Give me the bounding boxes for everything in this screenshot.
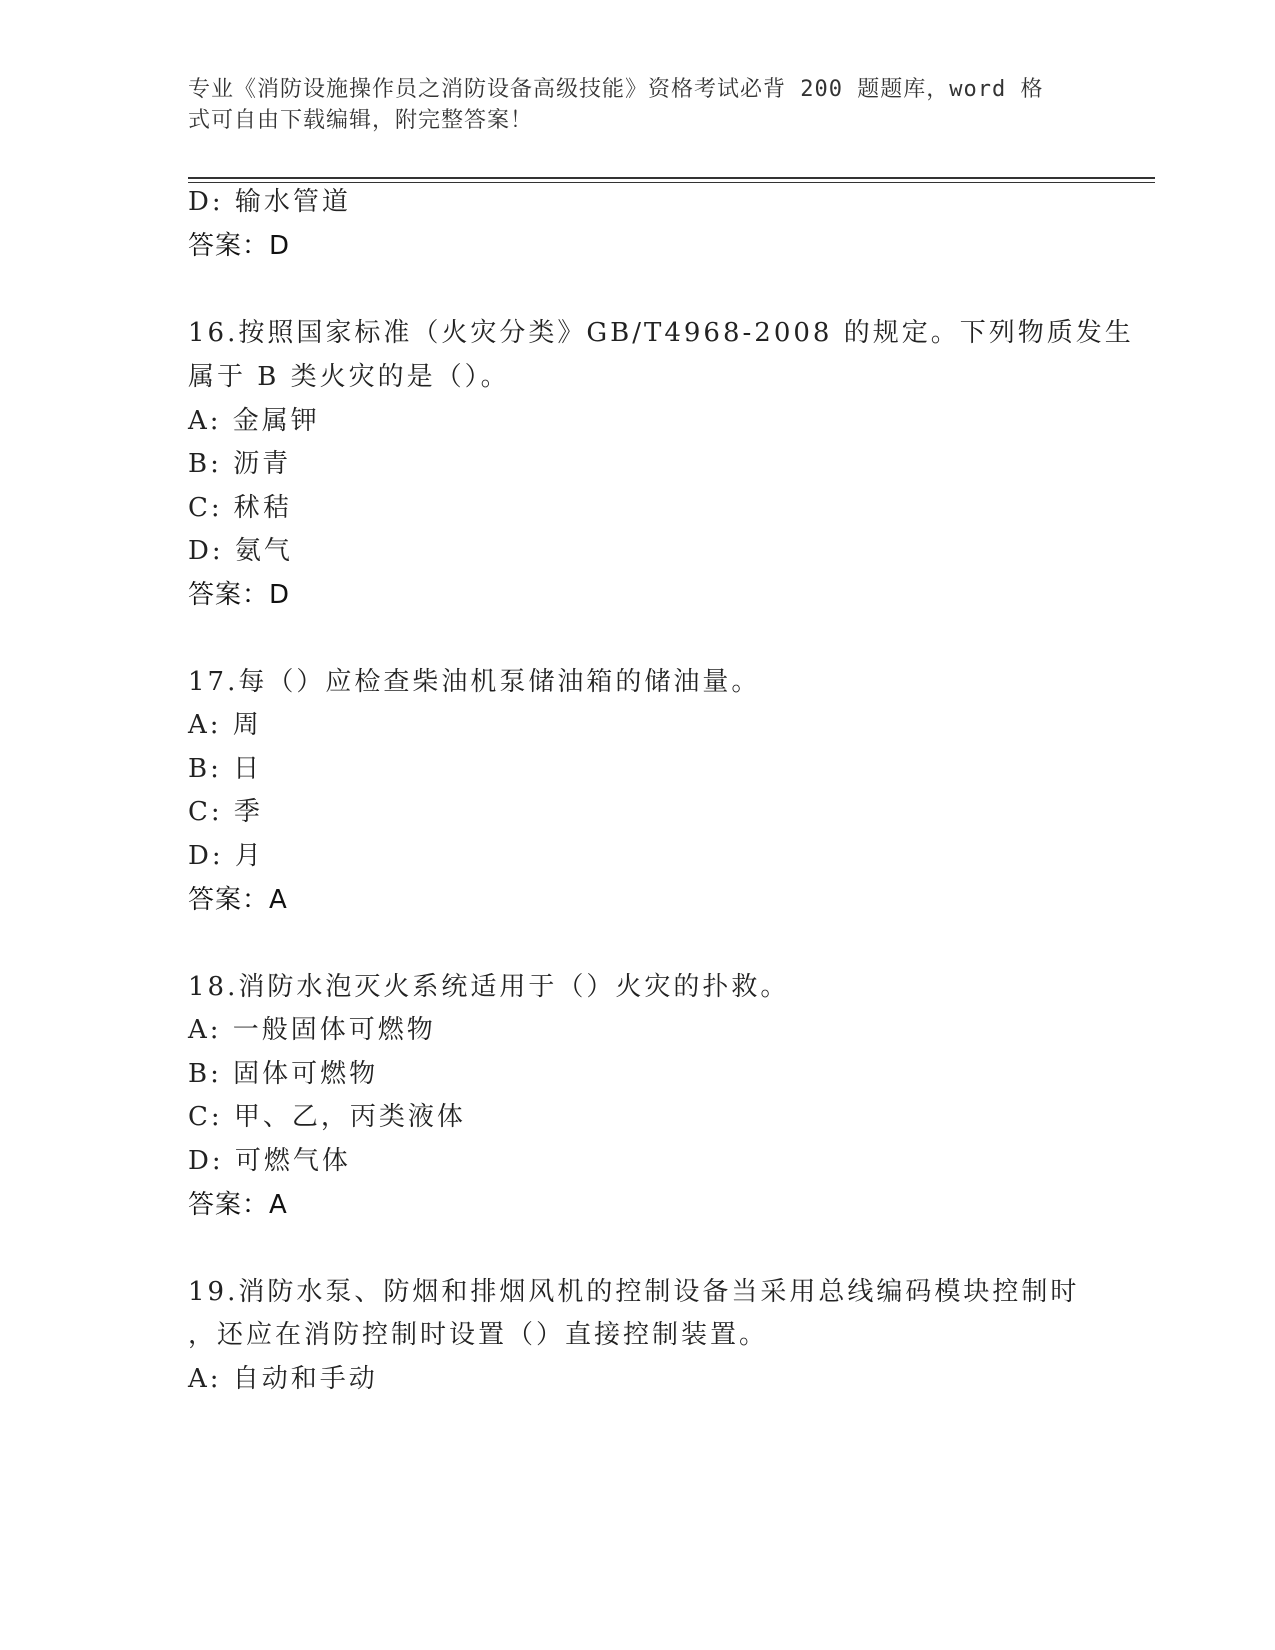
- q17-option-d: D: 月: [188, 841, 264, 871]
- q17-stem-line-1: 17.每（）应检查柴油机泵储油箱的储油量。: [188, 667, 761, 697]
- q17-option-b: B: 日: [188, 754, 263, 784]
- q18-option-c: C: 甲、乙，丙类液体: [188, 1102, 466, 1132]
- q17-option-a: A: 周: [188, 710, 262, 740]
- q16-stem-line-2: 属于 B 类火灾的是（）。: [188, 362, 510, 392]
- q16-stem-line-1: 16.按照国家标准（火灾分类》GB/T4968-2008 的规定。下列物质发生: [188, 318, 1134, 348]
- prev-answer: 答案：D: [188, 231, 291, 261]
- header-line-1: 专业《消防设施操作员之消防设备高级技能》资格考试必背 200 题题库，word 格: [188, 77, 1044, 102]
- q19-option-a: A: 自动和手动: [188, 1364, 378, 1394]
- q18-answer: 答案：A: [188, 1190, 288, 1220]
- q18-stem-line-1: 18.消防水泡灭火系统适用于（）火灾的扑救。: [188, 972, 790, 1002]
- header-line-2: 式可自由下载编辑，附完整答案！: [188, 108, 534, 133]
- q18-option-a: A: 一般固体可燃物: [188, 1015, 436, 1045]
- q16-option-a: A: 金属钾: [188, 406, 320, 436]
- q16-answer: 答案：D: [188, 580, 291, 610]
- q16-option-b: B: 沥青: [188, 449, 292, 479]
- q19-stem-line-1: 19.消防水泵、防烟和排烟风机的控制设备当采用总线编码模块控制时: [188, 1277, 1080, 1307]
- q17-option-c: C: 季: [188, 797, 263, 827]
- document-header: [188, 74, 1088, 136]
- q18-option-d: D: 可燃气体: [188, 1146, 351, 1176]
- prev-option-d: D: 输水管道: [188, 187, 351, 217]
- q17-answer: 答案：A: [188, 885, 288, 915]
- q16-option-d: D: 氨气: [188, 536, 293, 566]
- header-divider: [188, 177, 1155, 179]
- q16-option-c: C: 秫秸: [188, 493, 292, 523]
- q18-option-b: B: 固体可燃物: [188, 1059, 379, 1089]
- header-divider-thin: [188, 182, 1155, 183]
- q19-stem-line-2: ，还应在消防控制时设置（）直接控制装置。: [188, 1320, 769, 1350]
